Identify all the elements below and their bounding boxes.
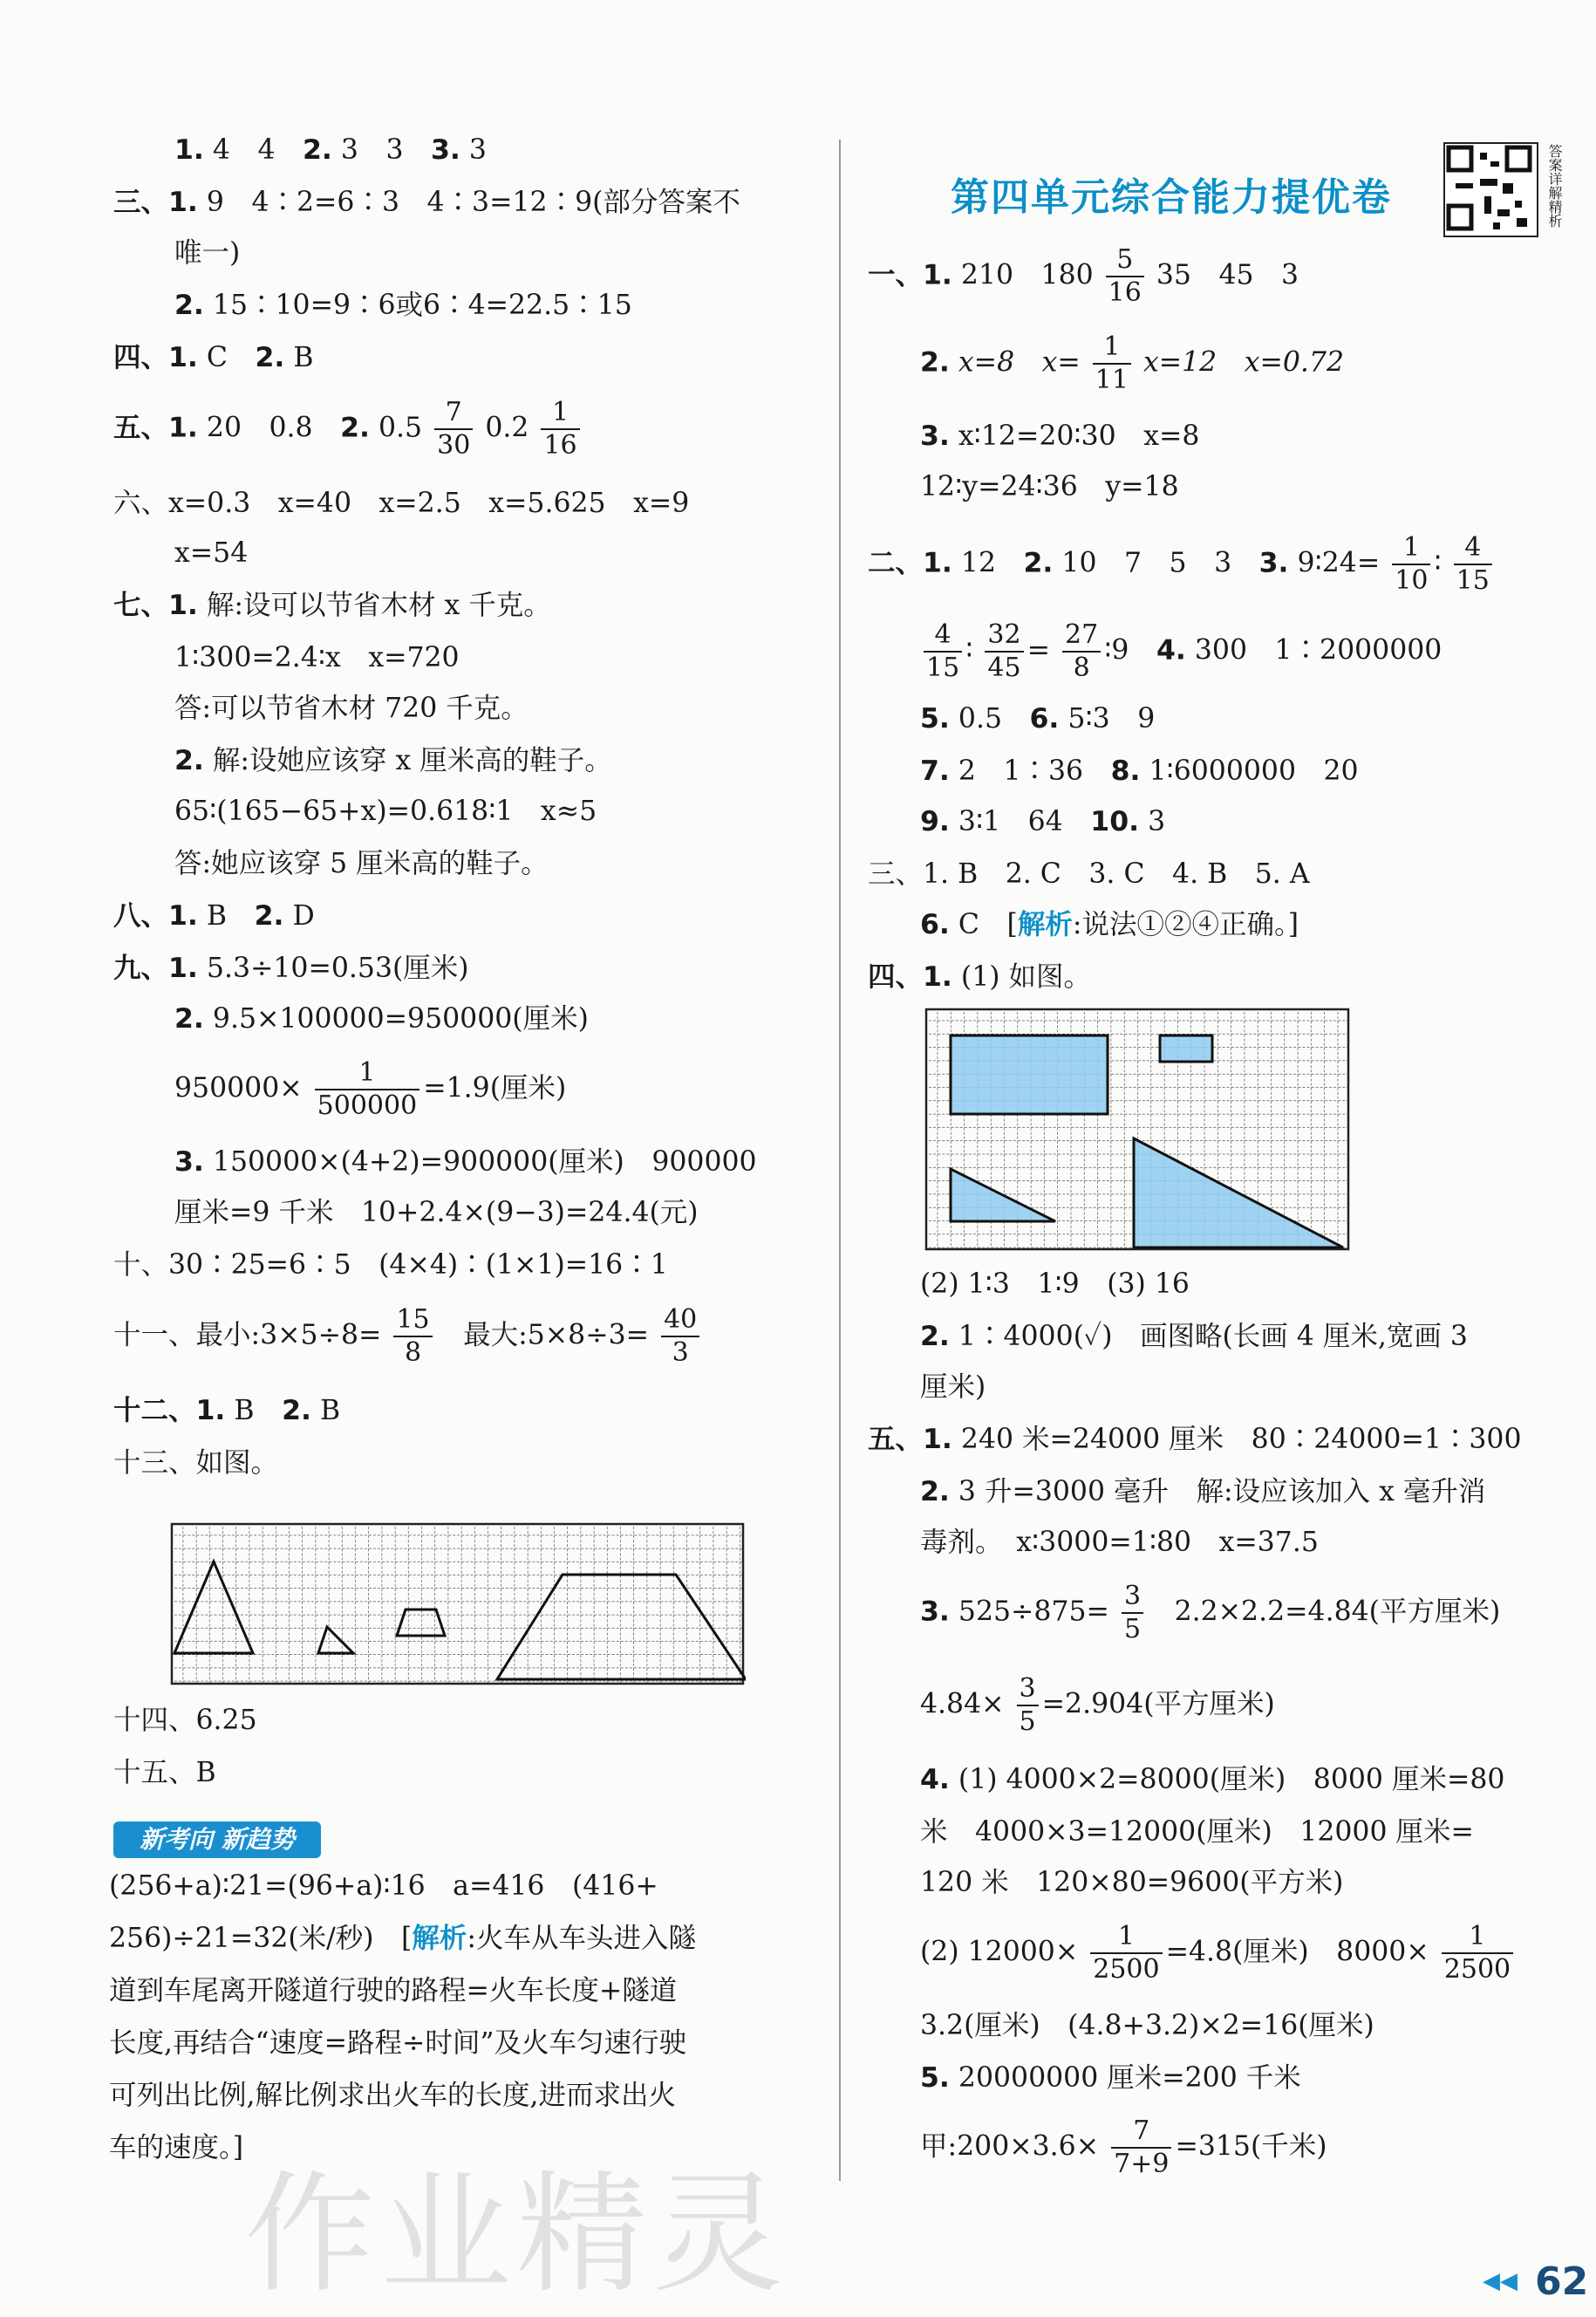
- line: 5. 20000000 厘米=200 千米: [920, 2062, 1301, 2094]
- line: 1∶300=2.4∶x x=720: [174, 642, 460, 673]
- line: 厘米=9 千米 10+2.4×(9−3)=24.4(元): [174, 1197, 699, 1228]
- line: 米 4000×3=12000(厘米) 12000 厘米=: [920, 1816, 1474, 1848]
- line: 2. 9.5×100000=950000(厘米): [174, 1003, 589, 1035]
- line: 车的速度。]: [109, 2132, 244, 2163]
- line: 4. (1) 4000×2=8000(厘米) 8000 厘米=80: [920, 1764, 1505, 1795]
- line: 120 米 120×80=9600(平方米): [920, 1867, 1344, 1898]
- line: 12∶y=24∶36 y=18: [920, 471, 1179, 502]
- fraction: $\frac{40}{3}$: [661, 1304, 699, 1369]
- line: 2. x=8 x= $\frac{1}{11}$ x=12 x=0.72: [920, 331, 1345, 395]
- fraction: $\frac{1}{11}$: [1093, 331, 1131, 396]
- line: 256)÷21=32(米/秒) [解析:火车从车头进入隧: [109, 1922, 696, 1954]
- line: x=54: [174, 537, 249, 569]
- fraction: $\frac{1}{16}$: [541, 397, 579, 461]
- qr-label: 答案详解精析: [1546, 144, 1563, 228]
- line: (256+a)∶21=(96+a)∶16 a=416 (416+: [109, 1870, 658, 1902]
- line: 1. 4 4 2. 3 3 3. 3: [174, 134, 487, 166]
- line: 甲:200×3.6× $\frac{7}{7+9}$ =315(千米): [920, 2115, 1327, 2179]
- line: 十五、B: [113, 1757, 216, 1788]
- line: 长度,再结合“速度=路程÷时间”及火车匀速行驶: [109, 2027, 687, 2059]
- line: 三、1. B 2. C 3. C 4. B 5. A: [868, 858, 1310, 890]
- line: 3. x∶12=20∶30 x=8: [920, 420, 1200, 452]
- line: 十二、1. B 2. B: [113, 1395, 341, 1426]
- page-number: 62: [1535, 2259, 1589, 2304]
- line: 十四、6.25: [113, 1705, 257, 1736]
- line: 3.2(厘米) (4.8+3.2)×2=16(厘米): [920, 2010, 1374, 2041]
- line: 道到车尾离开隧道行驶的路程=火车长度+隧道: [109, 1975, 678, 2006]
- rectangle-small: [1160, 1035, 1212, 1062]
- line: 5. 0.5 6. 5∶3 9: [920, 703, 1156, 735]
- fraction: $\frac{1}{2500}$: [1442, 1921, 1513, 1986]
- line: 七、1. 解:设可以节省木材 x 千克。: [113, 590, 551, 621]
- line: 四、1. C 2. B: [113, 342, 314, 373]
- line: 三、1. 9 4∶2=6∶3 4∶3=12∶9(部分答案不: [113, 187, 740, 218]
- line: 9. 3∶1 64 10. 3: [920, 806, 1166, 837]
- grid-figure-left: [170, 1522, 746, 1688]
- line: 九、1. 5.3÷10=0.53(厘米): [113, 953, 469, 984]
- line: 二、1. 12 2. 10 7 5 3 3. 9∶24= $\frac{1}{10}$ ∶ $\frac{4}{15}$: [868, 532, 1496, 597]
- fraction: $\frac{1}{2500}$: [1090, 1921, 1162, 1986]
- column-divider: [839, 140, 841, 2181]
- line: $\frac{4}{15}$ ∶ $\frac{32}{45}$ = $\frac{27}{8}$ ∶9 4. 300 1∶2000000: [920, 619, 1442, 684]
- line: 五、1. 240 米=24000 厘米 80∶24000=1∶300: [868, 1424, 1522, 1455]
- line: 2. 3 升=3000 毫升 解:设应该加入 x 毫升消: [920, 1476, 1486, 1507]
- line: 65∶(165−65+x)=0.618∶1 x≈5: [174, 796, 597, 827]
- line: 唯一): [174, 237, 241, 269]
- line: 950000× $\frac{1}{500000}$ =1.9(厘米): [174, 1057, 567, 1121]
- line: 2. 1∶4000(✓) 画图略(长画 4 厘米,宽画 3: [920, 1321, 1468, 1352]
- fraction: $\frac{15}{8}$: [393, 1304, 432, 1369]
- line: 十一、最小:3×5÷8= $\frac{15}{8}$ 最大:5×8÷3= $\frac{40}{3}$: [113, 1304, 703, 1369]
- line: 4.84× $\frac{3}{5}$ =2.904(平方厘米): [920, 1673, 1275, 1737]
- line: 四、1. (1) 如图。: [868, 961, 1092, 993]
- line: (2) 1∶3 1∶9 (3) 16: [920, 1268, 1190, 1300]
- qr-code-icon: [1445, 144, 1533, 232]
- line: 6. C [解析:说法①②④正确。]: [920, 908, 1299, 940]
- line: 厘米): [920, 1371, 986, 1403]
- line: 十、30∶25=6∶5 (4×4)∶(1×1)=16∶1: [113, 1249, 668, 1281]
- new-trend-badge: 新考向 新趋势: [113, 1821, 321, 1858]
- line: 2. 解:设她应该穿 x 厘米高的鞋子。: [174, 745, 612, 776]
- watermark: 作业精灵: [244, 2159, 789, 2311]
- line: 六、x=0.3 x=40 x=2.5 x=5.625 x=9: [113, 488, 690, 519]
- fraction: $\frac{1}{10}$: [1392, 532, 1430, 597]
- section-title: 第四单元综合能力提优卷: [951, 175, 1392, 220]
- fraction: $\frac{4}{15}$: [924, 619, 962, 684]
- fraction: $\frac{3}{5}$: [1017, 1673, 1039, 1738]
- qr-code: [1443, 142, 1538, 237]
- fraction: $\frac{5}{16}$: [1106, 244, 1144, 309]
- line: 答:可以节省木材 720 千克。: [174, 693, 529, 724]
- line: 十三、如图。: [113, 1447, 279, 1479]
- line: 7. 2 1∶36 8. 1∶6000000 20: [920, 755, 1359, 787]
- rectangle-large: [951, 1035, 1108, 1114]
- fraction: $\frac{1}{500000}$: [315, 1057, 420, 1122]
- fraction: $\frac{32}{45}$: [985, 619, 1023, 684]
- fraction: $\frac{7}{7+9}$: [1111, 2115, 1171, 2180]
- line: 八、1. B 2. D: [113, 900, 315, 932]
- fraction: $\frac{3}{5}$: [1122, 1581, 1143, 1645]
- fraction: $\frac{7}{30}$: [434, 397, 473, 461]
- grid-figure-right: [924, 1008, 1352, 1252]
- line: 答:她应该穿 5 厘米高的鞋子。: [174, 848, 549, 879]
- line: 3. 525÷875= $\frac{3}{5}$ 2.2×2.2=4.84(平方厘米): [920, 1581, 1501, 1644]
- line: 一、1. 210 180 $\frac{5}{16}$ 35 45 3: [868, 244, 1299, 308]
- page-arrows-icon: ◀◀: [1483, 2268, 1518, 2294]
- line: 五、1. 20 0.8 2. 0.5 $\frac{7}{30}$ 0.2 $\frac{1}{16}$: [113, 397, 583, 461]
- line: 毒剂。 x∶3000=1∶80 x=37.5: [920, 1527, 1319, 1558]
- line: 可列出比例,解比例求出火车的长度,进而求出火: [109, 2080, 677, 2111]
- fraction: $\frac{4}{15}$: [1454, 532, 1492, 597]
- line: 3. 150000×(4+2)=900000(厘米) 900000: [174, 1146, 757, 1178]
- line: 2. 15∶10=9∶6或6∶4=22.5∶15: [174, 290, 632, 321]
- line: (2) 12000× $\frac{1}{2500}$ =4.8(厘米) 8000× $\frac{1}{2500}$: [920, 1921, 1517, 1986]
- fraction: $\frac{27}{8}$: [1062, 619, 1101, 684]
